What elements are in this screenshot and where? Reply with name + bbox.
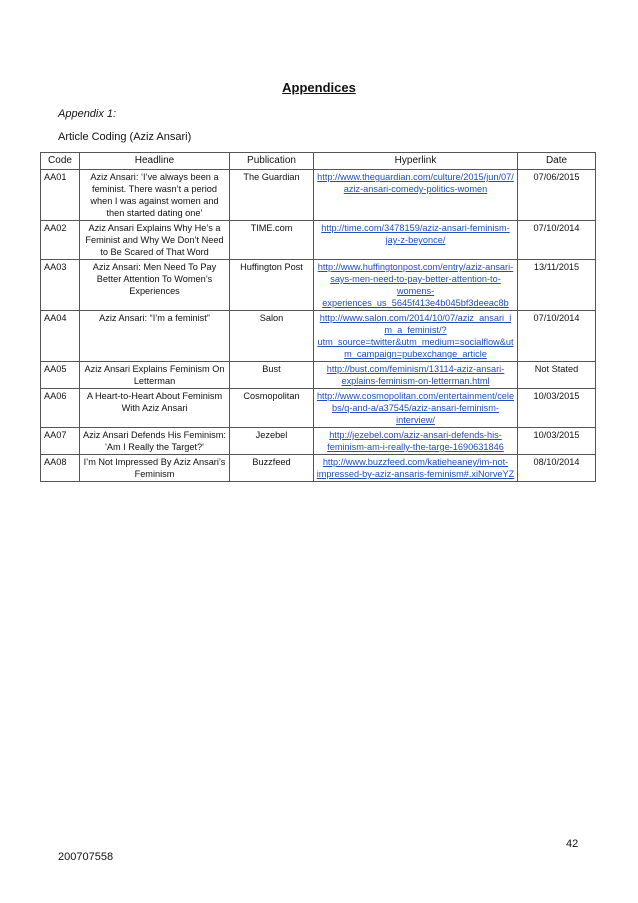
cell-hyperlink [314,221,518,260]
cell-headline: Aziz Ansari: “I’m a feminist” [80,311,230,362]
cell-code: AA06 [41,389,80,428]
cell-hyperlink [314,389,518,428]
table-row [41,221,596,260]
cell-publication: Salon [230,311,314,362]
cell-publication: The Guardian [230,170,314,221]
cell-publication: Huffington Post [230,260,314,311]
cell-hyperlink [314,260,518,311]
header-code: Code [41,153,80,170]
cell-headline: I’m Not Impressed By Aziz Ansari’s Feminism [80,455,230,482]
article-link[interactable]: http://www.huffingtonpost.com/entry/aziz-ansari-says-men-need-to-pay-better-attention-to-womens-experiences_us_5645f413e4b045bf3deeac8b [317,262,514,308]
article-link[interactable]: http://time.com/3478159/aziz-ansari-feminism-jay-z-beyonce/ [321,223,510,245]
table-row [41,311,596,362]
cell-publication: Jezebel [230,428,314,455]
header-publication: Publication [230,153,314,170]
cell-date: 10/03/2015 [518,428,596,455]
cell-publication: TIME.com [230,221,314,260]
cell-headline: Aziz Ansari Explains Why He’s a Feminist and Why We Don’t Need to Be Scared of That Word [80,221,230,260]
cell-headline: Aziz Ansari Defends His Feminism: 'Am I Really the Target?' [80,428,230,455]
cell-hyperlink [314,311,518,362]
table-header-row [41,153,596,170]
cell-publication: Buzzfeed [230,455,314,482]
cell-publication: Cosmopolitan [230,389,314,428]
article-link[interactable]: http://www.theguardian.com/culture/2015/jun/07/aziz-ansari-comedy-politics-women [317,172,514,194]
cell-hyperlink [314,455,518,482]
article-link[interactable]: http://www.buzzfeed.com/katieheaney/im-not-impressed-by-aziz-ansaris-feminism#.xiNorveYZ [316,457,515,479]
table-row [41,170,596,221]
cell-hyperlink [314,170,518,221]
cell-date: 10/03/2015 [518,389,596,428]
student-id: 200707558 [58,851,114,863]
table-row [41,260,596,311]
table-caption: Article Coding (Aziz Ansari) [58,131,192,143]
appendix-label: Appendix 1: [58,108,117,120]
article-coding-table [40,152,596,482]
cell-code: AA03 [41,260,80,311]
cell-date: 08/10/2014 [518,455,596,482]
cell-date: 13/11/2015 [518,260,596,311]
table-row [41,455,596,482]
cell-date: 07/10/2014 [518,221,596,260]
cell-hyperlink [314,428,518,455]
cell-date: 07/10/2014 [518,311,596,362]
cell-code: AA07 [41,428,80,455]
header-date: Date [518,153,596,170]
article-link[interactable]: http://www.cosmopolitan.com/entertainment/celebs/q-and-a/a37545/aziz-ansari-feminism-interview/ [316,391,515,425]
table-row [41,389,596,428]
cell-date: 07/06/2015 [518,170,596,221]
cell-publication: Bust [230,362,314,389]
cell-headline: Aziz Ansari: ‘I’ve always been a feminist. There wasn’t a period when I was against women and then started dating one’ [80,170,230,221]
cell-code: AA02 [41,221,80,260]
header-hyperlink: Hyperlink [314,153,518,170]
cell-headline: Aziz Ansari Explains Feminism On Letterman [80,362,230,389]
cell-code: AA01 [41,170,80,221]
article-link[interactable]: http://bust.com/feminism/13114-aziz-ansari-explains-feminism-on-letterman.html [326,364,505,386]
table-row [41,428,596,455]
page-title: Appendices [282,80,356,95]
article-link[interactable]: http://jezebel.com/aziz-ansari-defends-his-feminism-am-i-really-the-targe-1690631846 [327,430,504,452]
table-row [41,362,596,389]
cell-headline: Aziz Ansari: Men Need To Pay Better Attention To Women’s Experiences [80,260,230,311]
cell-code: AA04 [41,311,80,362]
cell-code: AA08 [41,455,80,482]
article-link[interactable]: http://www.salon.com/2014/10/07/aziz_ansari_im_a_feminist/?utm_source=twitter&utm_medium=socialflow&utm_campaign=pubexchange_article [317,313,514,359]
page-number: 42 [566,838,579,850]
cell-date: Not Stated [518,362,596,389]
cell-hyperlink [314,362,518,389]
header-headline: Headline [80,153,230,170]
cell-code: AA05 [41,362,80,389]
cell-headline: A Heart-to-Heart About Feminism With Aziz Ansari [80,389,230,428]
